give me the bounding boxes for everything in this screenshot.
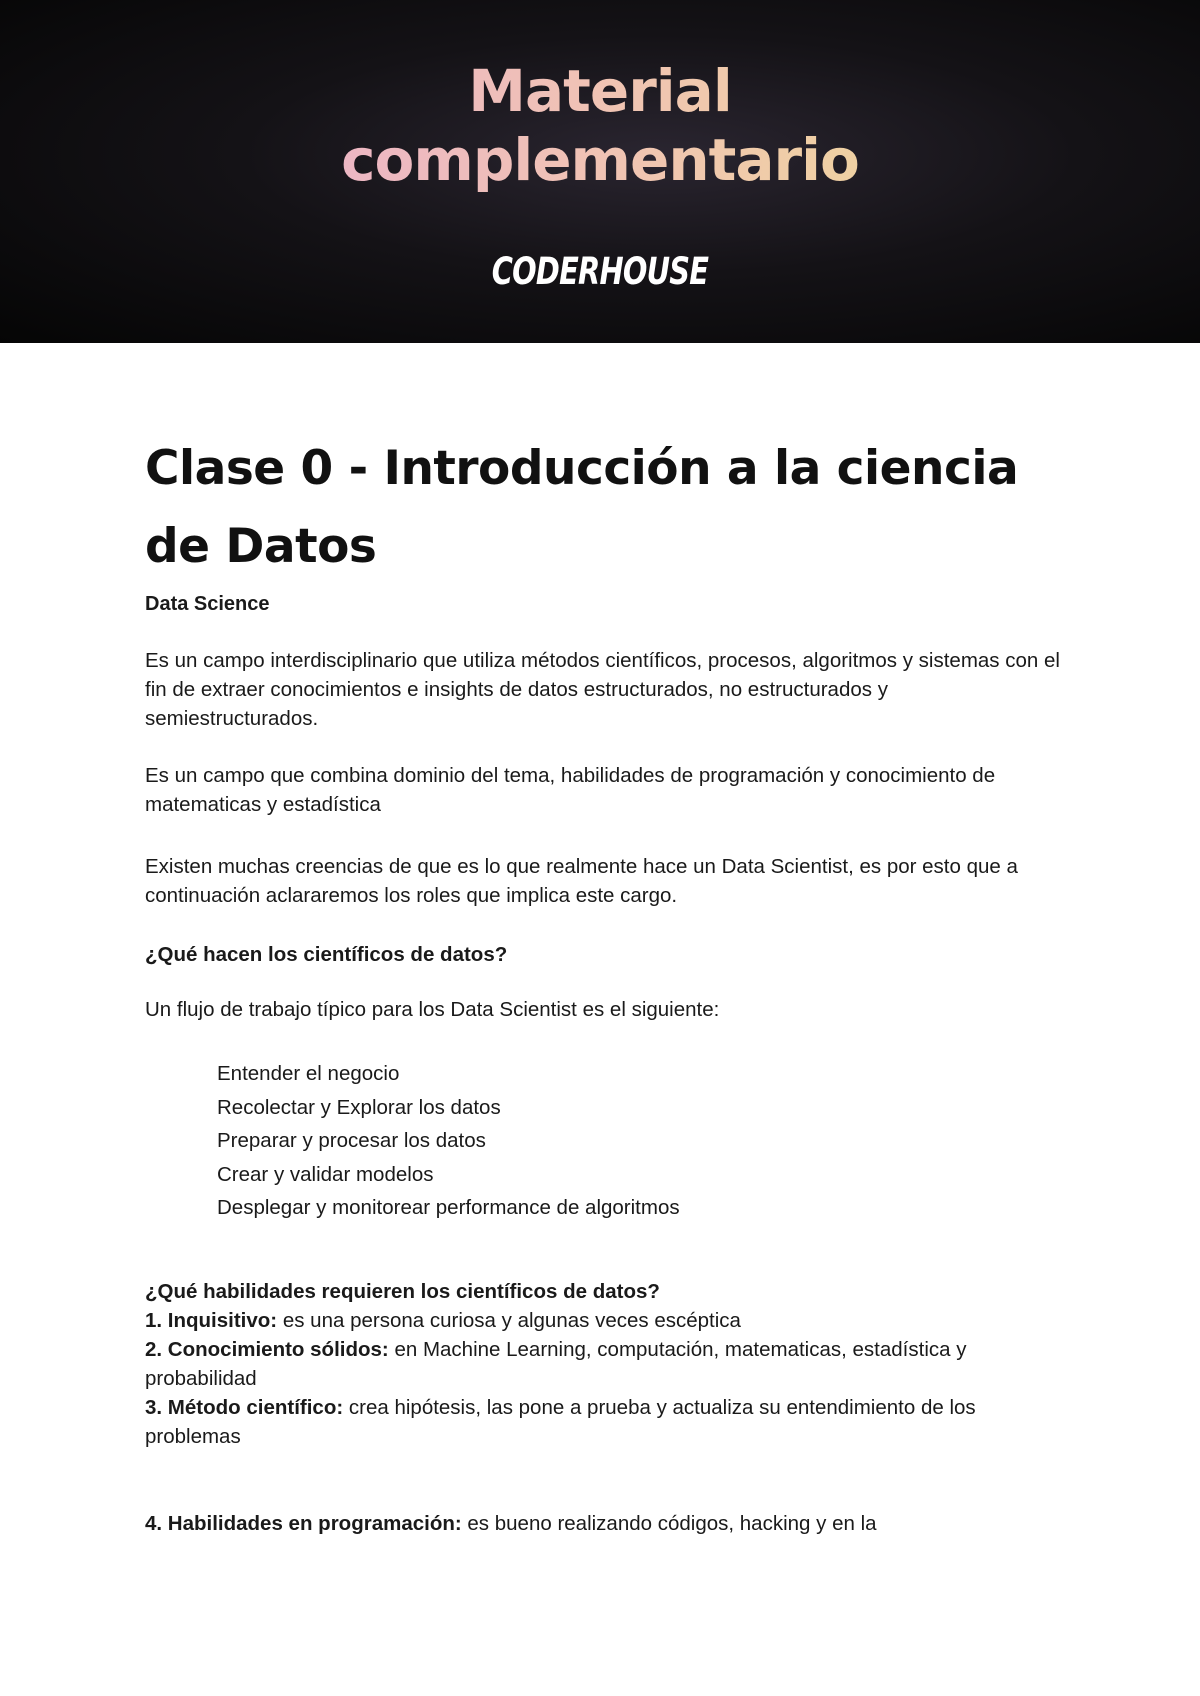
workflow-step: Preparar y procesar los datos [217, 1129, 486, 1152]
question-what-do-they-do: ¿Qué hacen los científicos de datos? [145, 943, 508, 966]
workflow-intro: Un flujo de trabajo típico para los Data Scientist es el siguiente: [145, 998, 720, 1021]
question-skills: ¿Qué habilidades requieren los científicos de datos? [145, 1279, 660, 1303]
workflow-step: Desplegar y monitorear performance de algoritmos [217, 1196, 680, 1219]
skill-text: en Machine Learning, computación, matematicas, estadística y probabilidad [145, 1337, 967, 1390]
coderhouse-logo: CODERHOUSE [491, 250, 709, 293]
skill-item [145, 1335, 1065, 1393]
skill-item [145, 1393, 1065, 1451]
skill-label: 1. Inquisitivo: [145, 1308, 278, 1332]
document-body [145, 430, 1065, 1538]
paragraph-definition: Es un campo interdisciplinario que utiliza métodos científicos, procesos, algoritmos y sistemas con el fin de extraer conocimientos e insights de datos estructurados, no estructurados y semiestructurados. [145, 649, 1060, 730]
skill-label: 4. Habilidades en programación: [145, 1511, 462, 1535]
skill-label: 2. Conocimiento sólidos: [145, 1337, 389, 1361]
skill-item [145, 1306, 1065, 1335]
workflow-step: Recolectar y Explorar los datos [217, 1095, 501, 1119]
skill-label: 3. Método científico: [145, 1395, 344, 1419]
workflow-step: Crear y validar modelos [217, 1162, 434, 1186]
skill-text: es bueno realizando códigos, hacking y en la [461, 1511, 877, 1535]
section-subtitle: Data Science [145, 593, 270, 615]
skill-text: es una persona curiosa y algunas veces escéptica [277, 1308, 741, 1332]
paragraph-combination: Es un campo que combina dominio del tema, habilidades de programación y conocimiento de matematicas y estadística [145, 764, 996, 816]
skill-item [145, 1509, 1065, 1538]
paragraph-roles: Existen muchas creencias de que es lo que realmente hace un Data Scientist, es por esto que a continuación aclararemos los roles que implica este cargo. [145, 855, 1018, 907]
header-banner [0, 0, 1200, 343]
workflow-step: Entender el negocio [217, 1062, 400, 1085]
banner-title-line2: complementario [0, 127, 1200, 193]
skill-text: crea hipótesis, las pone a prueba y actualiza su entendimiento de los problemas [145, 1395, 976, 1448]
document-title: Clase 0 - Introducción a la ciencia de Datos [145, 441, 1019, 574]
banner-title-line1: Material [0, 58, 1200, 124]
workflow-list [217, 1057, 1065, 1225]
